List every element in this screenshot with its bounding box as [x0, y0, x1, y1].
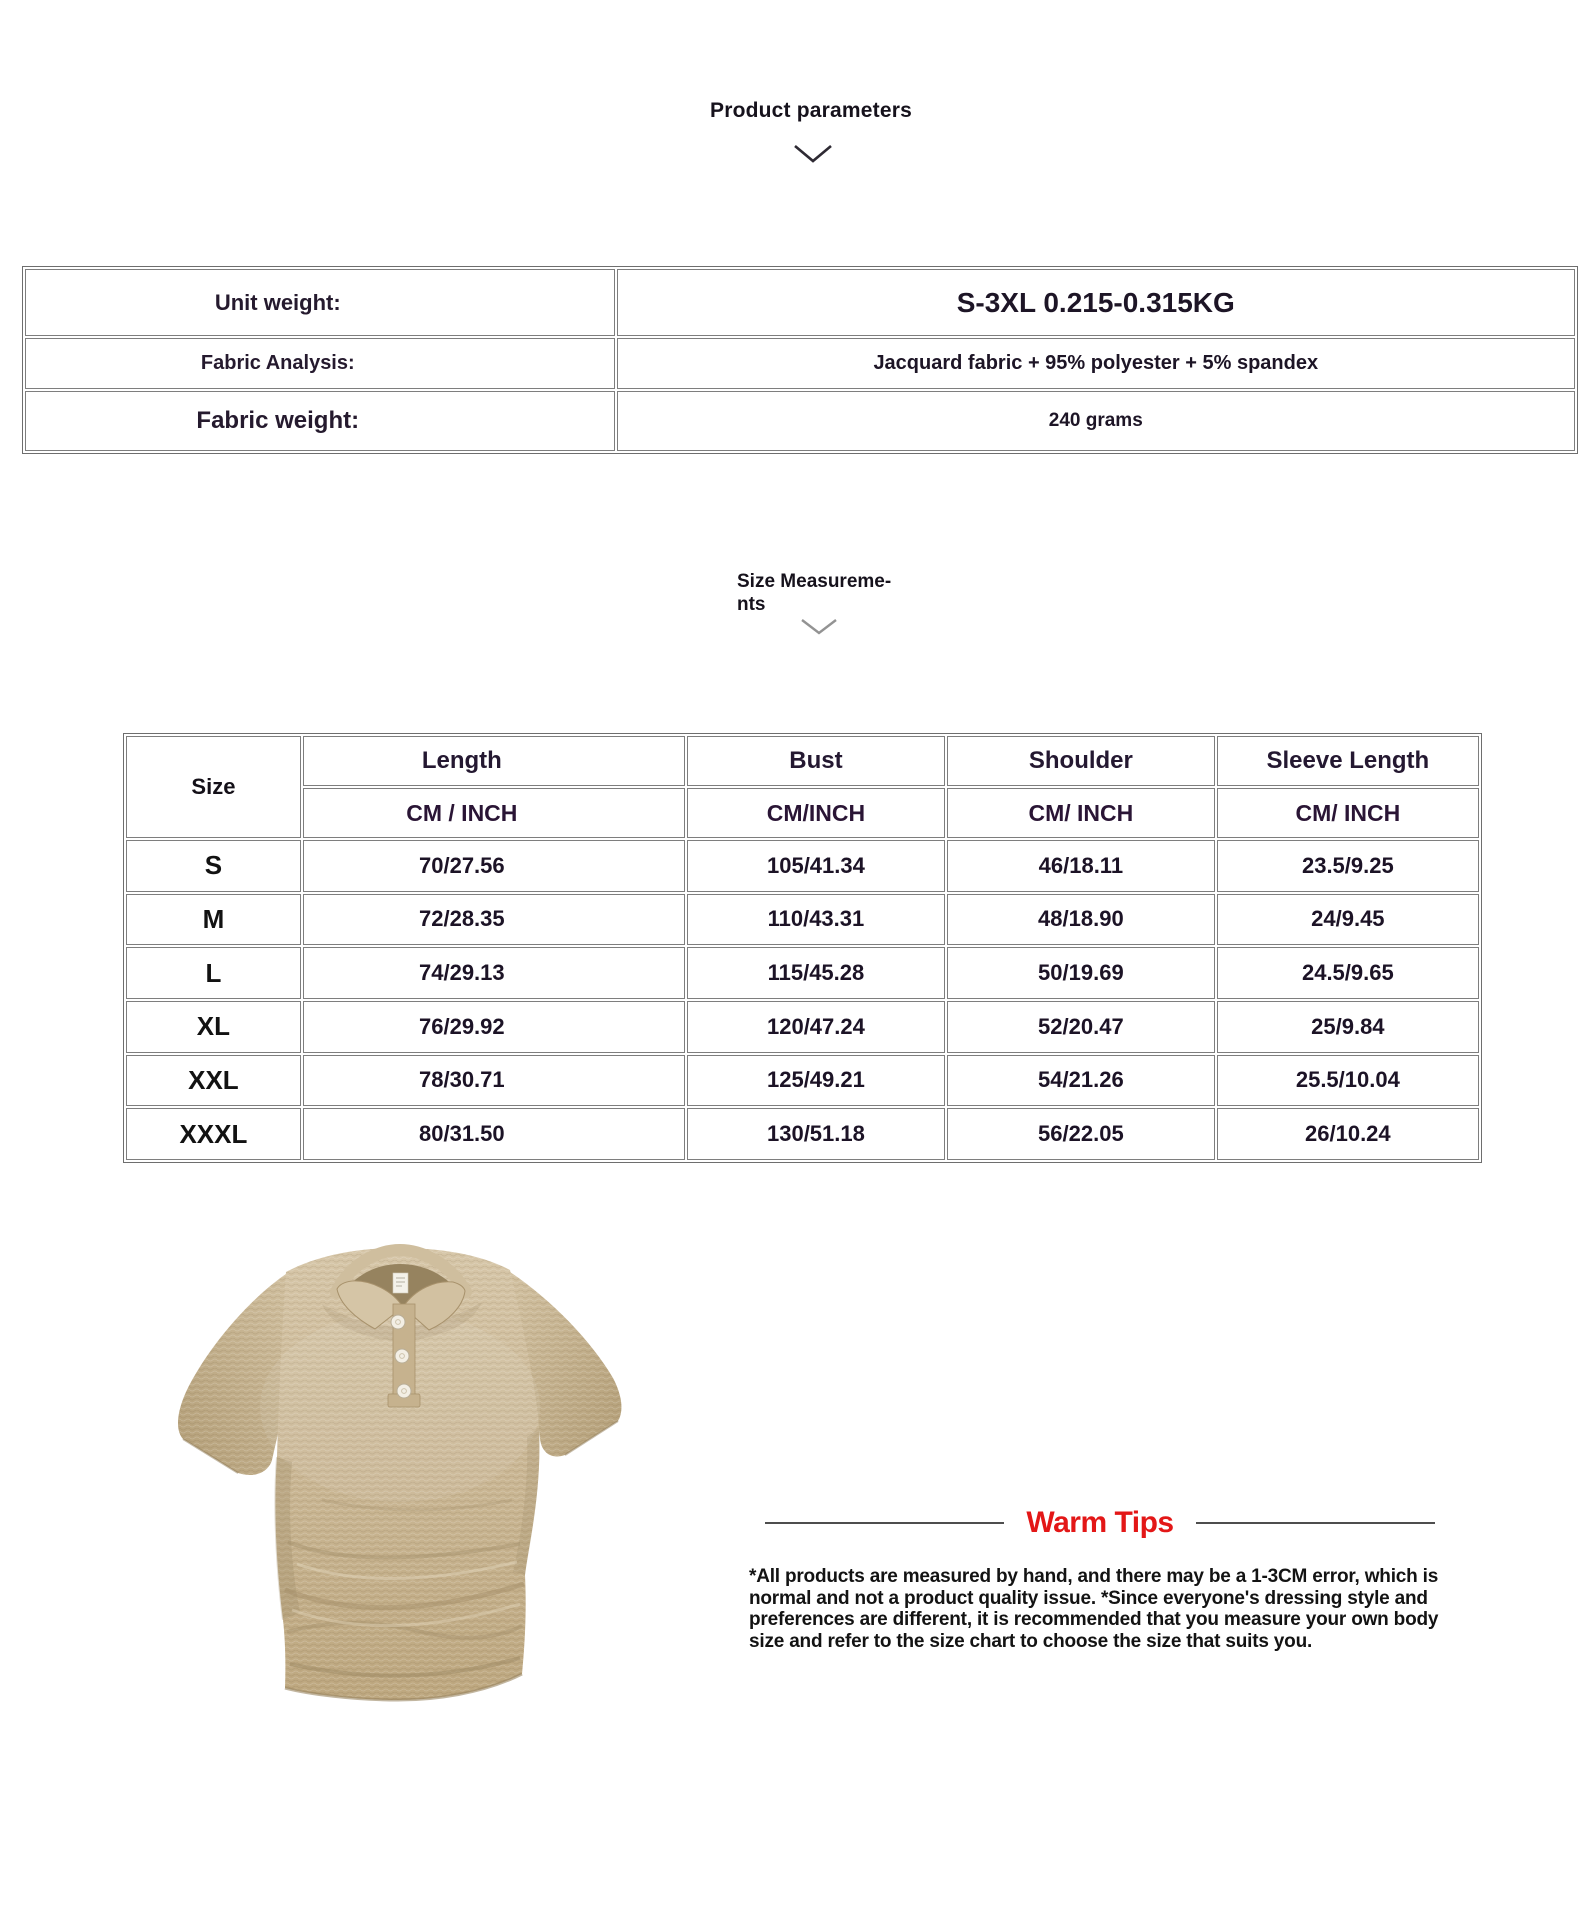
- parameter-label: Unit weight:: [25, 269, 615, 336]
- bust-cell: 105/41.34: [687, 840, 945, 892]
- divider-line-right: [1196, 1522, 1435, 1524]
- sleeve-cell: 25.5/10.04: [1217, 1055, 1479, 1107]
- length-cell: 80/31.50: [303, 1108, 685, 1160]
- table-row: [126, 894, 1479, 946]
- sleeve-cell: 23.5/9.25: [1217, 840, 1479, 892]
- parameter-row: [25, 338, 1575, 389]
- warm-tips-body: *All products are measured by hand, and there may be a 1-3CM error, which is normal and not a product quality issue. *Since everyone's dressing style and preferences are different, it is recommended that you measure your own body size and refer to the size chart to choose the size that suits you.: [749, 1566, 1439, 1652]
- size-table: [123, 733, 1482, 1163]
- parameters-table: [22, 266, 1578, 454]
- table-row: [126, 1108, 1479, 1160]
- warm-tips-title: Warm Tips: [1026, 1506, 1174, 1539]
- parameter-value: 240 grams: [617, 391, 1575, 451]
- size-table-header-row: [126, 736, 1479, 786]
- bust-cell: 120/47.24: [687, 1001, 945, 1053]
- unit-cell: CM/INCH: [687, 788, 945, 838]
- shoulder-cell: 52/20.47: [947, 1001, 1215, 1053]
- shoulder-cell: 56/22.05: [947, 1108, 1215, 1160]
- chevron-down-icon: [792, 142, 834, 166]
- bust-cell: 130/51.18: [687, 1108, 945, 1160]
- product-parameters-title: Product parameters: [709, 99, 912, 122]
- column-header-shoulder: Shoulder: [947, 736, 1215, 786]
- size-cell: XXL: [126, 1055, 301, 1107]
- sleeve-cell: 24.5/9.65: [1217, 947, 1479, 999]
- size-cell: XXXL: [126, 1108, 301, 1160]
- shoulder-cell: 54/21.26: [947, 1055, 1215, 1107]
- column-header-bust: Bust: [687, 736, 945, 786]
- column-header-length: Length: [303, 736, 685, 786]
- length-cell: 78/30.71: [303, 1055, 685, 1107]
- shoulder-cell: 50/19.69: [947, 947, 1215, 999]
- warm-tips-section: [749, 1506, 1443, 1652]
- unit-cell: CM/ INCH: [1217, 788, 1479, 838]
- table-row: [126, 1055, 1479, 1107]
- length-cell: 72/28.35: [303, 894, 685, 946]
- bust-cell: 110/43.31: [687, 894, 945, 946]
- size-cell: M: [126, 894, 301, 946]
- divider-line-left: [765, 1522, 1004, 1524]
- shirt-button: [391, 1315, 405, 1329]
- size-cell: XL: [126, 1001, 301, 1053]
- table-row: [126, 947, 1479, 999]
- size-measurements-title-line2: nts: [737, 594, 766, 615]
- bust-cell: 125/49.21: [687, 1055, 945, 1107]
- sleeve-cell: 24/9.45: [1217, 894, 1479, 946]
- sleeve-cell: 25/9.84: [1217, 1001, 1479, 1053]
- parameter-label: Fabric weight:: [25, 391, 615, 451]
- unit-cell: CM / INCH: [303, 788, 685, 838]
- product-photo-polo-shirt: [172, 1242, 632, 1712]
- sleeve-cell: 26/10.24: [1217, 1108, 1479, 1160]
- table-row: [126, 1001, 1479, 1053]
- shoulder-cell: 46/18.11: [947, 840, 1215, 892]
- size-corner-header: Size: [126, 736, 301, 838]
- chevron-down-icon: [799, 617, 839, 637]
- warm-tips-header: [749, 1506, 1443, 1540]
- shirt-button: [395, 1349, 409, 1363]
- length-cell: 76/29.92: [303, 1001, 685, 1053]
- parameter-label: Fabric Analysis:: [25, 338, 615, 389]
- parameter-row: [25, 269, 1575, 336]
- size-cell: L: [126, 947, 301, 999]
- size-cell: S: [126, 840, 301, 892]
- parameter-row: [25, 391, 1575, 451]
- size-table-unit-row: [126, 788, 1479, 838]
- unit-cell: CM/ INCH: [947, 788, 1215, 838]
- length-cell: 74/29.13: [303, 947, 685, 999]
- column-header-sleeve-length: Sleeve Length: [1217, 736, 1479, 786]
- table-row: [126, 840, 1479, 892]
- parameter-value: Jacquard fabric + 95% polyester + 5% spandex: [617, 338, 1575, 389]
- bust-cell: 115/45.28: [687, 947, 945, 999]
- size-measurements-title-line1: Size Measureme-: [737, 571, 892, 592]
- shirt-button: [397, 1384, 411, 1398]
- size-measurements-title: [737, 570, 891, 616]
- length-cell: 70/27.56: [303, 840, 685, 892]
- shirt-care-label: [393, 1273, 408, 1293]
- shoulder-cell: 48/18.90: [947, 894, 1215, 946]
- parameter-value: S-3XL 0.215-0.315KG: [617, 269, 1575, 336]
